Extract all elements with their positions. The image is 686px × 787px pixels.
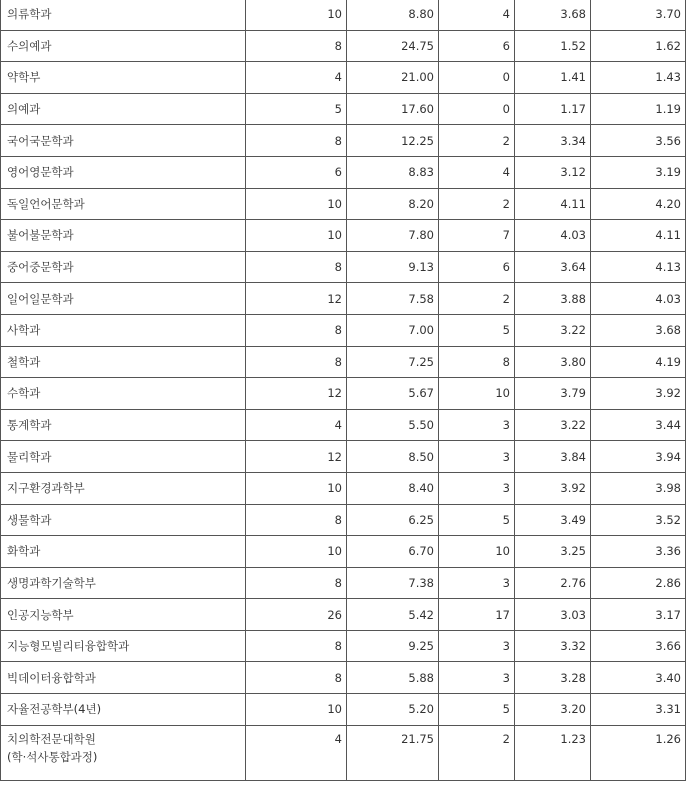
grade-cell-2: 3.40 <box>591 662 686 694</box>
grade-cell-1: 3.22 <box>515 409 591 441</box>
dept-name-line1: 치의학전문대학원 <box>7 731 96 746</box>
grade-cell-2: 4.11 <box>591 220 686 252</box>
waitlist-cell: 3 <box>439 662 515 694</box>
ratio-cell: 7.00 <box>347 314 439 346</box>
grade-cell-1: 4.11 <box>515 188 591 220</box>
quota-cell: 10 <box>246 220 347 252</box>
quota-cell: 10 <box>246 188 347 220</box>
ratio-cell: 8.40 <box>347 472 439 504</box>
ratio-cell: 24.75 <box>347 30 439 62</box>
waitlist-cell: 8 <box>439 346 515 378</box>
dept-cell: 수학과 <box>1 378 246 410</box>
grade-cell-2: 3.31 <box>591 694 686 726</box>
grade-cell-2: 3.66 <box>591 630 686 662</box>
grade-cell-1: 3.12 <box>515 156 591 188</box>
dept-cell: 중어중문학과 <box>1 251 246 283</box>
dept-cell: 지구환경과학부 <box>1 472 246 504</box>
grade-cell-1: 3.03 <box>515 599 591 631</box>
quota-cell: 8 <box>246 314 347 346</box>
grade-cell-1: 3.92 <box>515 472 591 504</box>
grade-cell-1: 3.34 <box>515 125 591 157</box>
quota-cell: 10 <box>246 694 347 726</box>
grade-cell-1: 1.41 <box>515 62 591 94</box>
dept-cell: 영어영문학과 <box>1 156 246 188</box>
dept-cell <box>1 725 246 780</box>
grade-cell-2: 3.68 <box>591 314 686 346</box>
quota-cell: 10 <box>246 536 347 568</box>
dept-cell: 의예과 <box>1 93 246 125</box>
quota-cell: 5 <box>246 93 347 125</box>
grade-cell-2: 3.92 <box>591 378 686 410</box>
grade-cell-2: 4.20 <box>591 188 686 220</box>
table-row <box>1 378 686 410</box>
grade-cell-2: 3.70 <box>591 0 686 30</box>
waitlist-cell: 5 <box>439 504 515 536</box>
table-row <box>1 251 686 283</box>
dept-cell: 생물학과 <box>1 504 246 536</box>
ratio-cell: 7.38 <box>347 567 439 599</box>
grade-cell-2: 1.19 <box>591 93 686 125</box>
quota-cell: 8 <box>246 251 347 283</box>
table-row <box>1 0 686 30</box>
dept-cell: 인공지능학부 <box>1 599 246 631</box>
grade-cell-1: 3.20 <box>515 694 591 726</box>
waitlist-cell: 2 <box>439 283 515 315</box>
waitlist-cell: 6 <box>439 251 515 283</box>
dept-cell: 의류학과 <box>1 0 246 30</box>
grade-cell-2: 3.56 <box>591 125 686 157</box>
dept-name-line2: (학·석사통합과정) <box>7 749 98 764</box>
ratio-cell: 8.83 <box>347 156 439 188</box>
grade-cell-2: 4.19 <box>591 346 686 378</box>
dept-cell: 화학과 <box>1 536 246 568</box>
quota-cell: 8 <box>246 567 347 599</box>
grade-cell-1: 3.64 <box>515 251 591 283</box>
grade-cell-1: 1.23 <box>515 725 591 780</box>
grade-cell-2: 4.13 <box>591 251 686 283</box>
waitlist-cell: 0 <box>439 93 515 125</box>
quota-cell: 12 <box>246 441 347 473</box>
quota-cell: 8 <box>246 504 347 536</box>
ratio-cell: 6.70 <box>347 536 439 568</box>
grade-cell-1: 3.84 <box>515 441 591 473</box>
ratio-cell: 21.00 <box>347 62 439 94</box>
table-row <box>1 283 686 315</box>
table-row <box>1 156 686 188</box>
quota-cell: 8 <box>246 125 347 157</box>
waitlist-cell: 2 <box>439 125 515 157</box>
ratio-cell: 17.60 <box>347 93 439 125</box>
dept-cell: 약학부 <box>1 62 246 94</box>
table-row <box>1 346 686 378</box>
ratio-cell: 8.80 <box>347 0 439 30</box>
waitlist-cell: 3 <box>439 409 515 441</box>
ratio-cell: 5.88 <box>347 662 439 694</box>
ratio-cell: 5.67 <box>347 378 439 410</box>
ratio-cell: 5.20 <box>347 694 439 726</box>
grade-cell-1: 3.49 <box>515 504 591 536</box>
grade-cell-1: 4.03 <box>515 220 591 252</box>
waitlist-cell: 4 <box>439 0 515 30</box>
ratio-cell: 7.80 <box>347 220 439 252</box>
dept-cell: 사학과 <box>1 314 246 346</box>
ratio-cell: 8.50 <box>347 441 439 473</box>
grade-cell-2: 1.26 <box>591 725 686 780</box>
grade-cell-2: 3.44 <box>591 409 686 441</box>
dept-cell: 자율전공학부(4년) <box>1 694 246 726</box>
waitlist-cell: 6 <box>439 30 515 62</box>
table-row <box>1 567 686 599</box>
dept-cell: 지능형모빌리티융합학과 <box>1 630 246 662</box>
waitlist-cell: 2 <box>439 188 515 220</box>
ratio-cell: 9.25 <box>347 630 439 662</box>
table-row <box>1 314 686 346</box>
ratio-cell: 12.25 <box>347 125 439 157</box>
waitlist-cell: 5 <box>439 314 515 346</box>
grade-cell-1: 3.28 <box>515 662 591 694</box>
waitlist-cell: 0 <box>439 62 515 94</box>
dept-cell: 통계학과 <box>1 409 246 441</box>
table-row <box>1 536 686 568</box>
quota-cell: 4 <box>246 725 347 780</box>
grade-cell-2: 4.03 <box>591 283 686 315</box>
grade-cell-2: 3.94 <box>591 441 686 473</box>
dept-cell: 생명과학기술학부 <box>1 567 246 599</box>
quota-cell: 8 <box>246 630 347 662</box>
grade-cell-1: 1.52 <box>515 30 591 62</box>
grade-cell-1: 3.25 <box>515 536 591 568</box>
dept-cell: 일어일문학과 <box>1 283 246 315</box>
grade-cell-1: 3.32 <box>515 630 591 662</box>
quota-cell: 12 <box>246 378 347 410</box>
quota-cell: 8 <box>246 662 347 694</box>
waitlist-cell: 10 <box>439 378 515 410</box>
table-row <box>1 125 686 157</box>
quota-cell: 10 <box>246 0 347 30</box>
table-row <box>1 694 686 726</box>
dept-cell: 수의예과 <box>1 30 246 62</box>
grade-cell-1: 3.80 <box>515 346 591 378</box>
dept-cell: 철학과 <box>1 346 246 378</box>
waitlist-cell: 3 <box>439 441 515 473</box>
table-row <box>1 30 686 62</box>
grade-cell-2: 1.43 <box>591 62 686 94</box>
waitlist-cell: 3 <box>439 567 515 599</box>
ratio-cell: 8.20 <box>347 188 439 220</box>
table-row <box>1 188 686 220</box>
dept-cell: 국어국문학과 <box>1 125 246 157</box>
quota-cell: 4 <box>246 409 347 441</box>
grade-cell-1: 2.76 <box>515 567 591 599</box>
ratio-cell: 21.75 <box>347 725 439 780</box>
dept-cell: 물리학과 <box>1 441 246 473</box>
ratio-cell: 6.25 <box>347 504 439 536</box>
grade-cell-2: 3.36 <box>591 536 686 568</box>
waitlist-cell: 4 <box>439 156 515 188</box>
waitlist-cell: 3 <box>439 472 515 504</box>
table-row <box>1 630 686 662</box>
grade-cell-2: 3.17 <box>591 599 686 631</box>
ratio-cell: 7.58 <box>347 283 439 315</box>
grade-cell-1: 3.88 <box>515 283 591 315</box>
quota-cell: 8 <box>246 346 347 378</box>
ratio-cell: 5.50 <box>347 409 439 441</box>
ratio-cell: 9.13 <box>347 251 439 283</box>
grade-cell-2: 2.86 <box>591 567 686 599</box>
ratio-cell: 5.42 <box>347 599 439 631</box>
table-row-last <box>1 725 686 780</box>
table-row <box>1 599 686 631</box>
quota-cell: 6 <box>246 156 347 188</box>
grade-cell-2: 1.62 <box>591 30 686 62</box>
dept-cell: 빅데이터융합학과 <box>1 662 246 694</box>
waitlist-cell: 10 <box>439 536 515 568</box>
grade-cell-1: 3.79 <box>515 378 591 410</box>
quota-cell: 10 <box>246 472 347 504</box>
table-body <box>1 0 686 780</box>
quota-cell: 4 <box>246 62 347 94</box>
grade-cell-2: 3.52 <box>591 504 686 536</box>
table-row <box>1 504 686 536</box>
table-row <box>1 441 686 473</box>
table-row <box>1 93 686 125</box>
table-row <box>1 472 686 504</box>
table-row <box>1 220 686 252</box>
grade-cell-1: 3.22 <box>515 314 591 346</box>
grade-cell-1: 3.68 <box>515 0 591 30</box>
ratio-cell: 7.25 <box>347 346 439 378</box>
waitlist-cell: 17 <box>439 599 515 631</box>
dept-cell: 독일언어문학과 <box>1 188 246 220</box>
grade-cell-2: 3.19 <box>591 156 686 188</box>
waitlist-cell: 2 <box>439 725 515 780</box>
table-row <box>1 62 686 94</box>
quota-cell: 8 <box>246 30 347 62</box>
waitlist-cell: 7 <box>439 220 515 252</box>
quota-cell: 26 <box>246 599 347 631</box>
grade-cell-1: 1.17 <box>515 93 591 125</box>
table-row <box>1 409 686 441</box>
table-row <box>1 662 686 694</box>
waitlist-cell: 5 <box>439 694 515 726</box>
dept-cell: 불어불문학과 <box>1 220 246 252</box>
quota-cell: 12 <box>246 283 347 315</box>
grade-cell-2: 3.98 <box>591 472 686 504</box>
waitlist-cell: 3 <box>439 630 515 662</box>
